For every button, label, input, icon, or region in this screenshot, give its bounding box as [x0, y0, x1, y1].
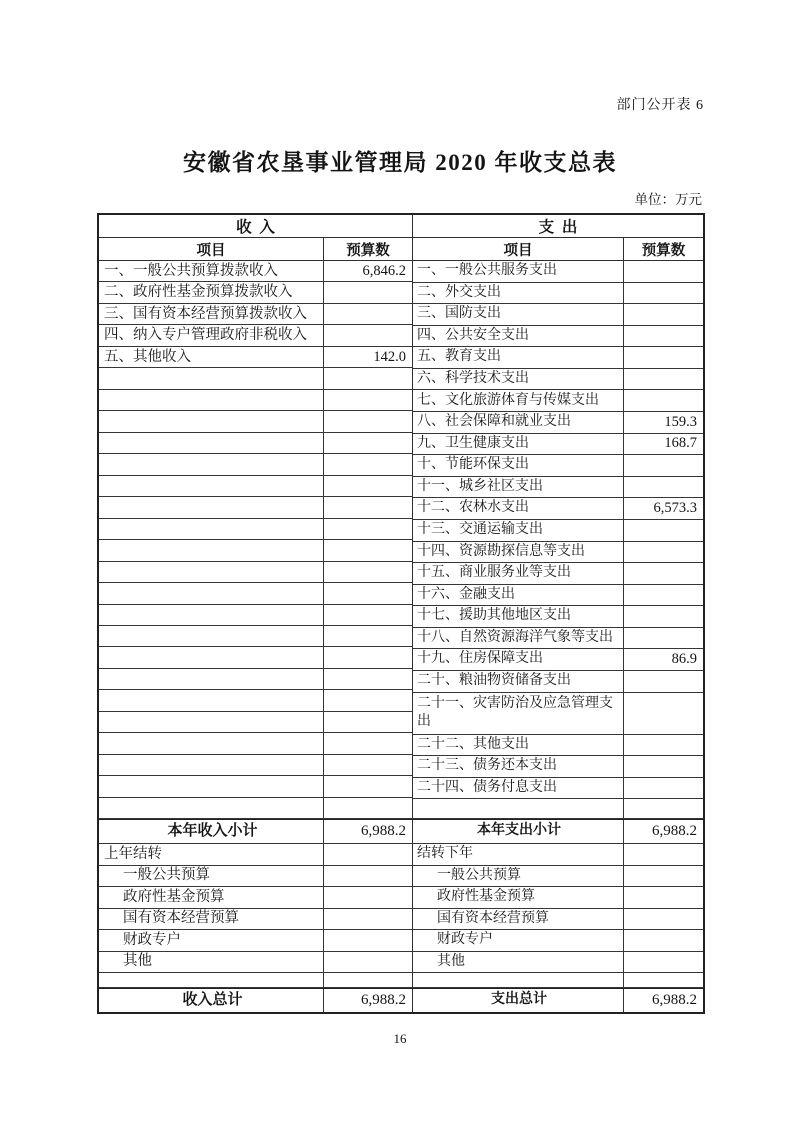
income-empty-row-label	[99, 647, 323, 667]
income-empty-row-value	[323, 454, 412, 474]
expense-item-row	[413, 498, 703, 520]
income-carryover-row	[99, 866, 412, 888]
budget-summary-table	[97, 213, 705, 1014]
expense-total-row-value: 6,988.2	[623, 989, 703, 1012]
expense-item-row-value	[623, 347, 703, 368]
income-empty-row-label	[99, 669, 323, 689]
income-item-row	[99, 261, 412, 282]
income-carryover-row	[99, 887, 412, 909]
expense-item-row-value: 6,573.3	[623, 498, 703, 519]
expense-item-row-value	[623, 283, 703, 304]
expense-item-row-label: 十八、自然资源海洋气象等支出	[417, 629, 613, 645]
expense-section-header: 支 出	[412, 215, 703, 237]
income-empty-row-value	[323, 519, 412, 539]
income-empty-row-label	[99, 454, 323, 474]
income-empty-row-label	[99, 583, 323, 603]
income-carryover-row-value	[323, 930, 412, 951]
unit-note: 单位：万元	[634, 192, 702, 207]
expense-carryover-row	[413, 952, 703, 974]
expense-carryover-row-label: 财政专户	[437, 932, 493, 948]
income-empty-row	[99, 647, 412, 668]
income-empty-row-label	[99, 776, 323, 796]
expense-item-row	[413, 693, 703, 735]
expense-item-row-label: 二、外交支出	[417, 284, 501, 300]
income-empty-row	[99, 476, 412, 497]
expense-item-row-label: 十二、农林水支出	[417, 500, 529, 516]
expense-item-row-value	[623, 326, 703, 347]
expense-total-row	[413, 988, 703, 1012]
expense-item-row-value	[623, 390, 703, 411]
income-item-row-label: 一、一般公共预算拨款收入	[104, 262, 278, 279]
income-empty-row-label	[99, 519, 323, 539]
income-empty-row-value	[323, 433, 412, 453]
income-empty-row-value	[323, 540, 412, 560]
income-total-row	[99, 988, 412, 1012]
expense-item-row-value	[623, 455, 703, 476]
expense-subtotal-row-label: 本年支出小计	[477, 823, 561, 839]
income-empty-row	[99, 755, 412, 776]
income-carryover-row-label: 其他	[123, 953, 152, 970]
income-empty-row-label	[99, 411, 323, 431]
expense-item-row-label: 七、文化旅游体育与传媒支出	[417, 392, 599, 408]
income-carryover-row	[99, 909, 412, 931]
income-empty-row	[99, 626, 412, 647]
expense-total-row-label: 支出总计	[491, 992, 547, 1008]
income-empty-row-value	[323, 605, 412, 625]
expense-item-row	[413, 412, 703, 434]
income-empty-row	[99, 454, 412, 475]
income-empty-row-value	[323, 562, 412, 582]
income-empty-row	[99, 798, 412, 819]
income-empty-row-value	[323, 798, 412, 818]
income-item-row-value: 6,846.2	[323, 261, 412, 281]
income-empty-row-value	[323, 733, 412, 753]
income-subtotal-row-label: 本年收入小计	[167, 822, 258, 839]
expense-item-row-label: 五、教育支出	[417, 349, 501, 365]
income-item-row	[99, 325, 412, 346]
expense-item-row-label: 十、节能环保支出	[417, 457, 529, 473]
expense-item-row	[413, 261, 703, 283]
expense-item-row	[413, 585, 703, 607]
income-carryover-row	[99, 952, 412, 974]
expense-filler-row	[413, 799, 703, 819]
expense-item-row-label: 十三、交通运输支出	[417, 521, 543, 537]
income-empty-row	[99, 690, 412, 711]
expense-item-row-value	[623, 671, 703, 692]
income-carryover-row-value	[323, 866, 412, 887]
expense-item-row-label: 十七、援助其他地区支出	[417, 608, 571, 624]
expense-carryover-row-label: 政府性基金预算	[437, 889, 535, 905]
expense-carryover-row-value	[623, 930, 703, 951]
expense-item-row-label: 八、社会保障和就业支出	[417, 414, 571, 430]
expense-item-row-label: 十六、金融支出	[417, 586, 515, 602]
expense-item-row	[413, 283, 703, 305]
income-carryover-row-label: 一般公共预算	[123, 867, 210, 884]
expense-item-row-value	[623, 756, 703, 777]
expense-item-row-value	[623, 542, 703, 563]
expense-item-row	[413, 455, 703, 477]
income-empty-row-value	[323, 776, 412, 796]
expense-item-row	[413, 756, 703, 778]
expense-carryover-row-value	[623, 866, 703, 887]
table-body	[99, 261, 703, 1012]
income-blank-row	[99, 973, 412, 988]
income-carryover-row-value	[323, 887, 412, 908]
income-carryover-row-label: 国有资本经营预算	[123, 910, 239, 927]
income-empty-row	[99, 776, 412, 797]
income-total-row-label: 收入总计	[182, 991, 243, 1008]
expense-item-row-label: 二十二、其他支出	[417, 736, 529, 752]
income-item-row-label: 五、其他收入	[104, 348, 191, 365]
page-number: 16	[393, 1031, 407, 1046]
expense-item-row	[413, 326, 703, 348]
expense-filler-row-value	[623, 799, 703, 818]
income-carryover-row	[99, 930, 412, 952]
expense-subtotal-row	[413, 819, 703, 844]
expense-carryover-row-value	[623, 844, 703, 865]
income-empty-row	[99, 583, 412, 604]
expense-item-row-value	[623, 477, 703, 498]
income-carryover-row-value	[323, 952, 412, 973]
expense-item-row-value: 86.9	[623, 649, 703, 670]
income-empty-row	[99, 540, 412, 561]
income-empty-row-value	[323, 647, 412, 667]
income-carryover-row-label: 政府性基金预算	[123, 888, 225, 905]
expense-carryover-row-label: 其他	[437, 953, 465, 969]
expense-item-row-value	[623, 563, 703, 584]
expense-item-row-value	[623, 261, 703, 282]
income-blank-row-label	[99, 973, 323, 987]
expense-blank-row-value	[623, 973, 703, 987]
income-item-row-label: 三、国有资本经营预算拨款收入	[104, 305, 307, 322]
expense-item-row-value	[623, 735, 703, 756]
income-empty-row-label	[99, 562, 323, 582]
expense-item-row-value	[623, 585, 703, 606]
income-empty-row	[99, 605, 412, 626]
income-carryover-row-value	[323, 844, 412, 865]
income-empty-row	[99, 411, 412, 432]
income-empty-row	[99, 390, 412, 411]
expense-item-row-value	[623, 606, 703, 627]
page-title: 安徽省农垦事业管理局 2020 年收支总表	[183, 150, 617, 175]
expense-carryover-row	[413, 844, 703, 866]
income-items	[99, 261, 412, 819]
expense-item-row-label: 四、公共安全支出	[417, 327, 529, 343]
income-empty-row-label	[99, 433, 323, 453]
income-blank-row-value	[323, 973, 412, 987]
expense-item-row	[413, 347, 703, 369]
expense-item-row	[413, 563, 703, 585]
income-item-row	[99, 347, 412, 368]
income-carryover-row-label: 财政专户	[123, 931, 181, 948]
expense-item-row-label: 十九、住房保障支出	[417, 651, 543, 667]
doc-label: 部门公开表 6	[616, 98, 704, 113]
expense-item-row-value	[623, 628, 703, 649]
income-empty-row-value	[323, 712, 412, 732]
expense-item-row-value	[623, 369, 703, 390]
expense-item-row-label: 三、国防支出	[417, 306, 501, 322]
expense-item-row-label: 十一、城乡社区支出	[417, 478, 543, 494]
column-header-row	[99, 238, 703, 261]
income-carryover-row	[99, 844, 412, 866]
expense-item-row	[413, 369, 703, 391]
expense-carryover-row-label: 一般公共预算	[437, 867, 521, 883]
expense-item-row-label: 十四、资源勘探信息等支出	[417, 543, 585, 559]
income-empty-row-value	[323, 690, 412, 710]
expense-item-row-label: 二十四、债务付息支出	[417, 779, 557, 795]
expense-blank-row	[413, 973, 703, 988]
income-empty-row-value	[323, 583, 412, 603]
income-empty-row-label	[99, 626, 323, 646]
income-empty-row-value	[323, 669, 412, 689]
expense-column	[412, 261, 703, 1012]
income-empty-row-value	[323, 626, 412, 646]
expense-item-row-label: 六、科学技术支出	[417, 370, 529, 386]
income-empty-row-value	[323, 497, 412, 517]
expense-item-row	[413, 628, 703, 650]
expense-item-row	[413, 520, 703, 542]
income-empty-row-value	[323, 411, 412, 431]
income-empty-row	[99, 733, 412, 754]
expense-item-row	[413, 390, 703, 412]
expense-carryover-row-value	[623, 887, 703, 908]
expense-subtotal-row-value: 6,988.2	[623, 820, 703, 843]
income-empty-row	[99, 669, 412, 690]
expense-item-row-value	[623, 304, 703, 325]
expense-item-row-label: 十五、商业服务业等支出	[417, 565, 571, 581]
expense-item-row-value	[623, 778, 703, 799]
expense-item-row	[413, 606, 703, 628]
income-empty-row-label	[99, 605, 323, 625]
expense-item-column-header: 项目	[412, 238, 623, 260]
income-empty-row-label	[99, 712, 323, 732]
income-empty-row	[99, 433, 412, 454]
expense-item-row-label: 二十三、债务还本支出	[417, 758, 557, 774]
income-item-column-header: 项目	[196, 242, 226, 259]
income-item-row-value	[323, 325, 412, 345]
income-empty-row-value	[323, 755, 412, 775]
expense-item-row-label: 一、一般公共服务支出	[417, 263, 557, 279]
expense-carryover-row	[413, 909, 703, 931]
income-section-header: 收 入	[236, 219, 275, 236]
income-budget-column-header: 预算数	[323, 238, 412, 260]
income-empty-row-label	[99, 368, 323, 388]
income-item-row-value	[323, 304, 412, 324]
income-empty-row-value	[323, 368, 412, 388]
expense-item-row	[413, 477, 703, 499]
expense-item-row	[413, 304, 703, 326]
section-header-row	[99, 215, 703, 238]
expense-carryover-row-label: 结转下年	[417, 846, 473, 862]
income-total-row-value: 6,988.2	[323, 989, 412, 1012]
expense-item-row	[413, 649, 703, 671]
income-empty-row	[99, 519, 412, 540]
income-empty-row-value	[323, 390, 412, 410]
income-empty-row-label	[99, 733, 323, 753]
income-empty-row	[99, 562, 412, 583]
expense-item-row	[413, 671, 703, 693]
income-empty-row-value	[323, 476, 412, 496]
expense-carryover-row	[413, 887, 703, 909]
expense-item-row-value: 159.3	[623, 412, 703, 433]
expense-carryover-row	[413, 866, 703, 888]
expense-item-row	[413, 542, 703, 564]
expense-item-row-label: 二十一、灾害防治及应急管理支出	[417, 695, 613, 730]
income-empty-row-label	[99, 798, 323, 818]
income-column	[99, 261, 412, 1012]
income-subtotal-row-value: 6,988.2	[323, 820, 412, 843]
expense-item-row	[413, 434, 703, 456]
income-item-row-label: 四、纳入专户管理政府非税收入	[104, 327, 307, 344]
income-empty-row-label	[99, 690, 323, 710]
income-item-row-value	[323, 282, 412, 302]
income-empty-row	[99, 712, 412, 733]
income-item-row-label: 二、政府性基金预算拨款收入	[104, 284, 293, 301]
income-item-row-value: 142.0	[323, 347, 412, 367]
expense-item-row-label: 二十、粮油物资储备支出	[417, 673, 571, 689]
income-empty-row-label	[99, 497, 323, 517]
income-carryover-row-label: 上年结转	[104, 845, 162, 862]
expense-item-row-value	[623, 693, 703, 734]
expense-blank-row-label	[413, 973, 623, 987]
income-empty-row-label	[99, 540, 323, 560]
income-carryover-row-value	[323, 909, 412, 930]
expense-carryover-row-value	[623, 909, 703, 930]
income-empty-row	[99, 497, 412, 518]
expense-item-row	[413, 735, 703, 757]
income-empty-row-label	[99, 755, 323, 775]
expense-budget-column-header: 预算数	[623, 238, 703, 260]
expense-carryover-row-label: 国有资本经营预算	[437, 910, 549, 926]
expense-item-row	[413, 778, 703, 800]
income-empty-row	[99, 368, 412, 389]
income-empty-row-label	[99, 476, 323, 496]
expense-items	[413, 261, 703, 819]
income-item-row	[99, 282, 412, 303]
expense-carryover-row	[413, 930, 703, 952]
expense-item-row-value: 168.7	[623, 434, 703, 455]
expense-filler-row-label	[413, 799, 623, 818]
expense-carryover-row-value	[623, 952, 703, 973]
income-subtotal-row	[99, 819, 412, 844]
income-item-row	[99, 304, 412, 325]
income-empty-row-label	[99, 390, 323, 410]
expense-item-row-label: 九、卫生健康支出	[417, 435, 529, 451]
expense-item-row-value	[623, 520, 703, 541]
